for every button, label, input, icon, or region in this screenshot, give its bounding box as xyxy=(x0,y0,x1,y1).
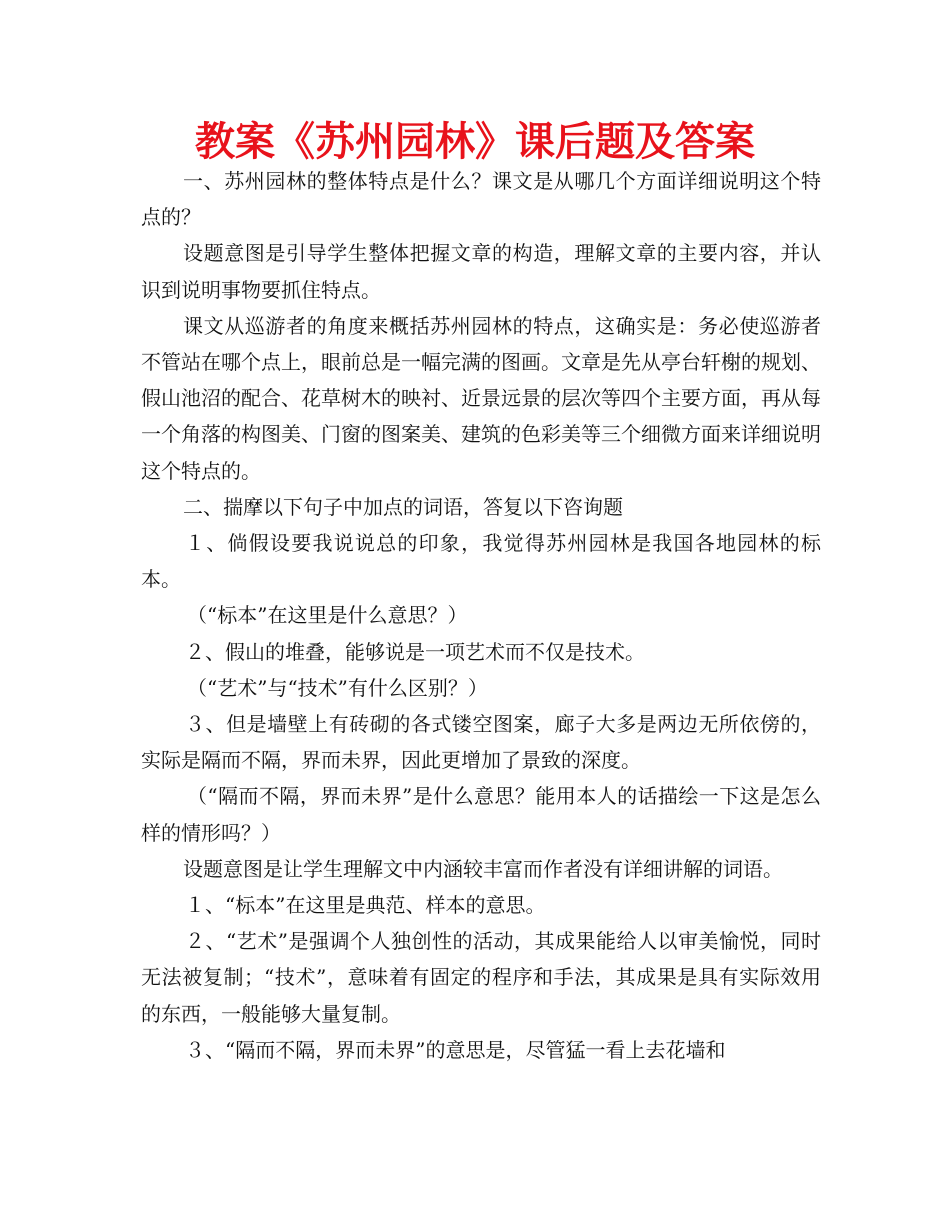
paragraph-subquestion-3: （“隔而不隔，界而未界”是什么意思？能用本人的话描绘一下这是怎么样的情形吗？） xyxy=(141,784,821,845)
paragraph-sentence-3: ３、但是墙壁上有砖砌的各式镂空图案，廊子大多是两边无所依傍的，实际是隔而不隔，界而未界，因此更增加了景致的深度。 xyxy=(141,712,821,773)
paragraph-subquestion-1: （“标本”在这里是什么意思？） xyxy=(187,603,468,628)
paragraph-answer-2-3: ３、“隔而不隔，界而未界”的意思是，尽管猛一看上去花墙和 xyxy=(185,1037,726,1062)
paragraph-question-1: 一、苏州园林的整体特点是什么？课文是从哪几个方面详细说明这个特点的？ xyxy=(141,169,821,230)
document-title: 教案《苏州园林》课后题及答案 xyxy=(195,119,755,165)
paragraph-answer-1: 课文从巡游者的角度来概括苏州园林的特点，这确实是：务必使巡游者不管站在哪个点上，眼前总是一幅完满的图画。文章是先从亭台轩榭的规划、假山池沼的配合、花草树木的映衬、近景远景的层次等四个主要方面，再从每一个角落的构图美、门窗的图案美、建筑的色彩美等三个细微方面来详细说明这个特点的。 xyxy=(141,313,821,483)
paragraph-design-intent-1: 设题意图是引导学生整体把握文章的构造，理解文章的主要内容，并认识到说明事物要抓住特点。 xyxy=(141,241,821,302)
paragraph-question-2: 二、揣摩以下句子中加点的词语，答复以下咨询题 xyxy=(183,494,623,519)
paragraph-subquestion-2: （“艺术”与“技术”有什么区别？） xyxy=(187,675,488,700)
paragraph-answer-2-2: ２、“艺术”是强调个人独创性的活动，其成果能给人以审美愉悦，同时无法被复制；“技术”，意味着有固定的程序和手法，其成果是具有实际效用的东西，一般能够大量复制。 xyxy=(141,929,821,1026)
paragraph-design-intent-2: 设题意图是让学生理解文中内涵较丰富而作者没有详细讲解的词语。 xyxy=(183,856,783,881)
paragraph-answer-2-1: １、“标本”在这里是典范、样本的意思。 xyxy=(185,893,546,918)
paragraph-sentence-2: ２、假山的堆叠，能够说是一项艺术而不仅是技术。 xyxy=(185,639,645,664)
document-body xyxy=(141,163,821,1068)
paragraph-sentence-1: １、倘假设要我说说总的印象，我觉得苏州园林是我国各地园林的标本。 xyxy=(141,531,821,592)
